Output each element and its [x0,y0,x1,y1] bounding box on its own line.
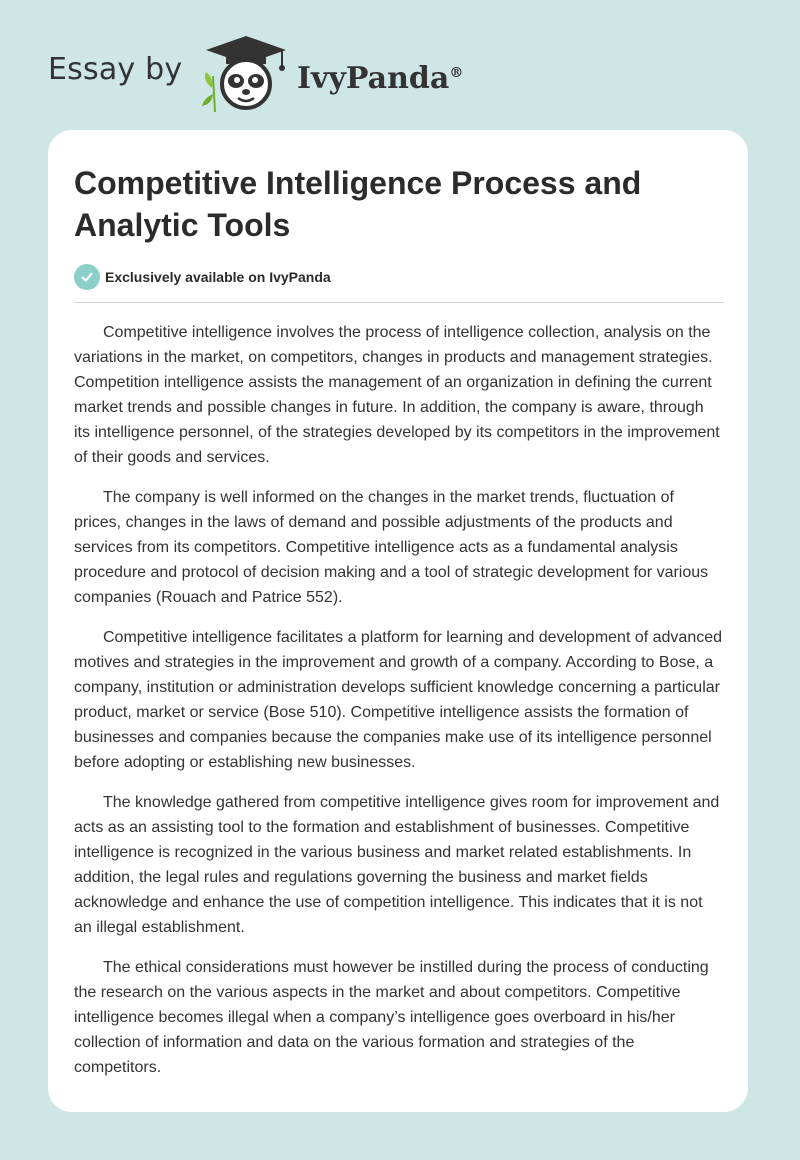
essay-card [48,130,748,1112]
registered-mark: ® [449,65,464,81]
essay-paragraph: The company is well informed on the changes in the market trends, fluctuation of prices, changes in the laws of demand and possible adjustments of the products and services from its competitors. Competitive intelligence acts as a fundamental analysis procedure and protocol of decision making and a tool of strategic development for various companies (Rouach and Patrice 552). [74,489,709,606]
essay-by-label: Essay by [48,52,183,87]
brand-name[interactable] [297,55,463,97]
check-circle-icon [74,264,100,290]
essay-paragraph: Competitive intelligence involves the process of intelligence collection, analysis on the variations in the market, on competitors, changes in products and management strategies. Competition intelligence assists the management of an organization in defining the current market trends and possible changes in future. In addition, the company is aware, through its intelligence personnel, of the strategies developed by its competitors in the improvement of their goods and services. [74,324,720,466]
site-header [0,0,800,130]
essay-paragraph: The ethical considerations must however be instilled during the process of conducting the research on the various aspects in the market and about competitors. Competitive intelligence becomes illegal when a company’s intelligence goes overboard in his/her collection of information and data on the various formation and strategies of the competitors. [74,959,709,1076]
panda-graduate-logo-icon[interactable] [198,32,294,112]
essay-title: Competitive Intelligence Process and Analytic Tools [74,165,642,243]
title-divider [74,302,724,303]
brand-name-text: IvyPanda [297,61,450,96]
exclusive-badge [74,264,331,290]
exclusive-badge-text: Exclusively available on IvyPanda [105,269,331,285]
essay-paragraph: Competitive intelligence facilitates a platform for learning and development of advanced motives and strategies in the improvement and growth of a company. According to Bose, a company, institution or administration develops sufficient knowledge concerning a particular product, market or service (Bose 510). Competitive intelligence assists the formation of businesses and companies because the companies make use of its intelligence personnel before adopting or establishing new businesses. [74,629,723,771]
essay-body [74,320,724,1095]
essay-paragraph: The knowledge gathered from competitive intelligence gives room for improvement and acts as an assisting tool to the formation and establishment of businesses. Competitive intelligence is recognized in the various business and market related establishments. In addition, the legal rules and regulations governing the business and market fields acknowledge and enhance the use of competition intelligence. This indicates that it is not an illegal establishment. [74,794,720,936]
